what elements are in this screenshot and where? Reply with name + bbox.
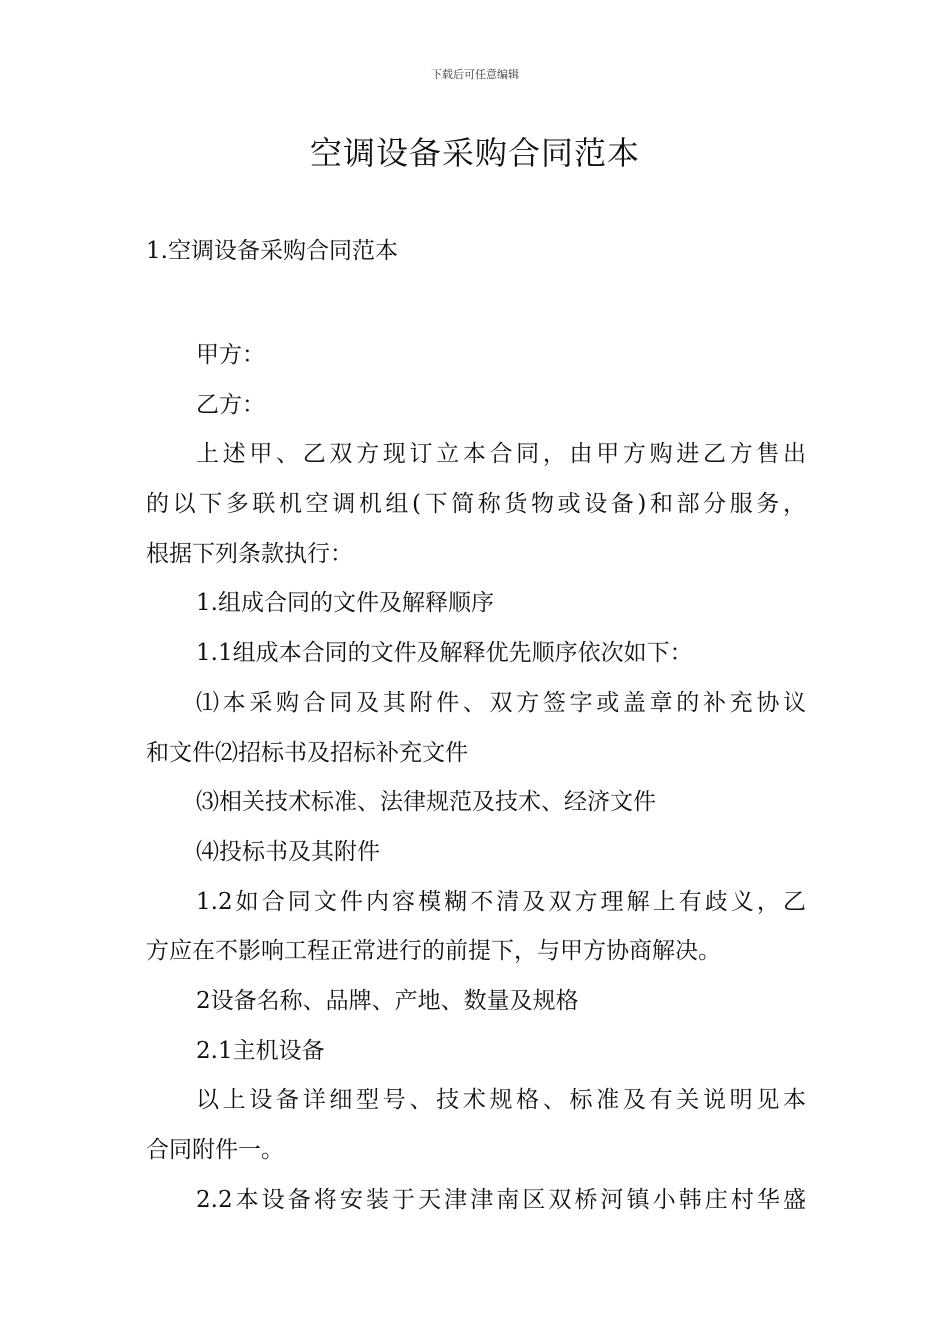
paragraph-line: 1.2如合同文件内容模糊不清及双方理解上有歧义，乙	[196, 888, 806, 915]
paragraph-line: ⑶相关技术标准、法律规范及技术、经济文件	[196, 789, 656, 816]
clause-heading: 2.1主机设备	[196, 1037, 325, 1064]
paragraph-line: 1.1组成本合同的文件及解释优先顺序依次如下：	[196, 640, 693, 667]
party-b-line: 乙方：	[196, 391, 265, 418]
document-body	[146, 331, 806, 1225]
paragraph-line: 和文件⑵招标书及招标补充文件	[146, 739, 468, 766]
clause-heading: 2设备名称、品牌、产地、数量及规格	[196, 987, 579, 1014]
header-note: 下载后可任意编辑	[431, 68, 519, 81]
paragraph-line: ⑴本采购合同及其附件、双方签字或盖章的补充协议	[196, 689, 806, 716]
paragraph-line: 2.2本设备将安装于天津津南区双桥河镇小韩庄村华盛	[196, 1186, 806, 1213]
section-heading: 1.空调设备采购合同范本	[146, 238, 398, 264]
paragraph-line: 以上设备详细型号、技术规格、标准及有关说明见本	[196, 1087, 806, 1114]
document-title: 空调设备采购合同范本	[309, 134, 640, 172]
paragraph-line: 合同附件一。	[146, 1137, 284, 1163]
clause-heading: 1.组成合同的文件及解释顺序	[196, 590, 494, 617]
paragraph-line: 根据下列条款执行：	[146, 540, 353, 567]
paragraph-line: ⑷投标书及其附件	[196, 838, 380, 865]
paragraph-line: 方应在不影响工程正常进行的前提下，与甲方协商解决。	[146, 938, 721, 965]
paragraph-line: 上述甲、乙双方现订立本合同，由甲方购进乙方售出	[196, 441, 806, 468]
paragraph-line: 的以下多联机空调机组(下简称货物或设备)和部分服务，	[146, 491, 806, 518]
party-a-line: 甲方：	[196, 342, 265, 368]
